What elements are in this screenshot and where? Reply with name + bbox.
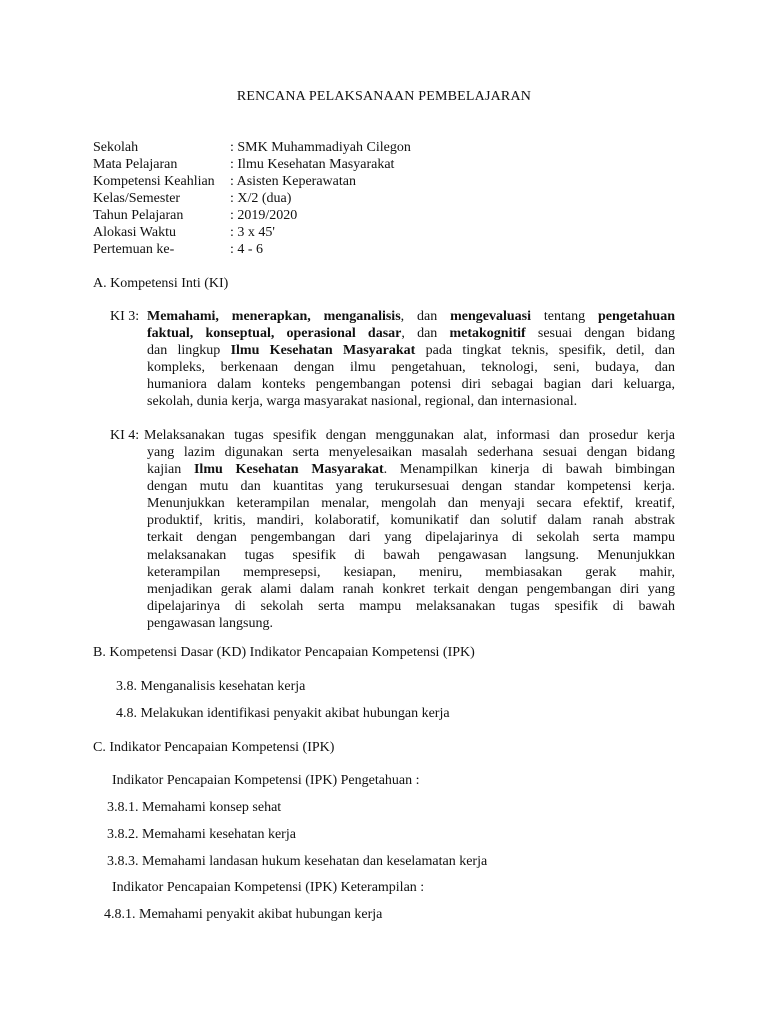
paragraph-line: [147, 547, 675, 564]
kd-item: 4.8. Melakukan identifikasi penyakit akibat hubungan kerja: [116, 706, 450, 721]
paragraph-line: [147, 581, 675, 598]
identity-label: Mata Pelajaran: [93, 157, 178, 172]
ki4-paragraph: [147, 444, 675, 632]
identity-value: : SMK Muhammadiyah Cilegon: [230, 140, 411, 155]
identity-value: : Ilmu Kesehatan Masyarakat: [230, 157, 395, 172]
bold-text: Ilmu Kesehatan Masyarakat: [230, 343, 416, 359]
paragraph-line: [147, 512, 675, 529]
paragraph-line: [147, 461, 675, 478]
bold-text: metakognitif: [449, 326, 526, 342]
text-run: humaniora dalam konteks pengembangan potensi diri sebagai bagian dari keluarga,: [147, 377, 675, 393]
paragraph-line: [147, 495, 675, 512]
identity-value: : 4 - 6: [230, 242, 264, 257]
identity-label: Kompetensi Keahlian: [93, 174, 215, 189]
text-run: kajian: [147, 462, 194, 478]
kd-item: 3.8. Menganalisis kesehatan kerja: [116, 679, 306, 694]
text-run: dan lingkup: [147, 343, 231, 359]
ipk-skill-heading: Indikator Pencapaian Kompetensi (IPK) Keterampilan :: [112, 880, 425, 895]
identity-value: : 3 x 45': [230, 225, 275, 240]
text-run: dengan mutu dan kuantitas yang terukursesuai dengan standar kompetensi kerja.: [147, 479, 675, 495]
paragraph-line: [147, 564, 675, 581]
bold-text: Memahami, menerapkan, menganalisis: [147, 309, 401, 324]
paragraph-line: [147, 598, 675, 615]
paragraph-line: [147, 359, 675, 376]
text-run: tentang: [531, 309, 598, 324]
text-run: terkait dengan pengembangan dari yang dipelajarinya di sekolah serta mampu: [147, 530, 675, 546]
bold-text: pengetahuan: [597, 309, 675, 324]
bold-text: faktual, konseptual, operasional dasar: [147, 326, 402, 342]
identity-label: Sekolah: [93, 140, 139, 155]
text-run: keterampilan mempresepsi, kesiapan, meniru, membiasakan gerak mahir,: [147, 564, 675, 580]
ki4-first-line: [144, 427, 675, 444]
text-run: menjadikan gerak alami dalam ranah konkret terkait dengan pengembangan diri yang: [147, 581, 675, 597]
paragraph-line: [147, 308, 675, 325]
identity-value: : Asisten Keperawatan: [230, 174, 356, 189]
text-run: . Menampilkan kinerja di bawah bimbingan: [383, 462, 675, 478]
identity-value: : 2019/2020: [230, 208, 298, 223]
bold-text: mengevaluasi: [450, 309, 531, 324]
section-c-heading: C. Indikator Pencapaian Kompetensi (IPK): [93, 740, 335, 755]
paragraph-line: [147, 529, 675, 546]
paragraph-line: [147, 615, 675, 632]
paragraph-line: [147, 444, 675, 461]
text-run: , dan: [401, 326, 450, 342]
text-run: melaksanakan tugas spesifik di bawah pengawasan langsung. Menunjukkan: [147, 547, 675, 563]
identity-value: : X/2 (dua): [230, 191, 292, 206]
text-run: sesuai dengan bidang: [525, 326, 676, 342]
paragraph-line: [147, 376, 675, 393]
paragraph-line: [147, 342, 675, 359]
paragraph-line: [147, 393, 675, 410]
ipk-knowledge-heading: Indikator Pencapaian Kompetensi (IPK) Pengetahuan :: [112, 773, 420, 788]
text-run: produktif, kritis, mandiri, kolaboratif, komunikatif dan solutif dalam ranah abstrak: [147, 513, 675, 529]
ipk-skill-item: 4.8.1. Memahami penyakit akibat hubungan kerja: [104, 907, 383, 922]
paragraph-line: [144, 427, 675, 444]
paragraph-line: [147, 478, 675, 495]
bold-text: Ilmu Kesehatan Masyarakat: [193, 462, 384, 478]
text-run: , dan: [400, 309, 451, 324]
section-b-heading: B. Kompetensi Dasar (KD) Indikator Pencapaian Kompetensi (IPK): [93, 645, 475, 660]
identity-label: Pertemuan ke-: [93, 242, 175, 257]
identity-label: Kelas/Semester: [93, 191, 181, 206]
text-run: yang lazim digunakan serta menyelesaikan masalah sederhana sesuai dengan bidang: [147, 445, 675, 460]
ki4-tag: KI 4:: [110, 428, 140, 443]
paragraph-line: [147, 325, 675, 342]
document-title: RENCANA PELAKSANAAN PEMBELAJARAN: [236, 89, 532, 104]
ki3-tag: KI 3:: [110, 309, 140, 324]
ipk-knowledge-item: 3.8.3. Memahami landasan hukum kesehatan dan keselamatan kerja: [107, 854, 488, 869]
identity-label: Alokasi Waktu: [93, 225, 176, 240]
text-run: pada tingkat teknis, spesifik, detil, dan: [415, 343, 675, 359]
text-run: sekolah, dunia kerja, warga masyarakat nasional, regional, dan internasional.: [147, 394, 578, 410]
section-a-heading: A. Kompetensi Inti (KI): [93, 276, 229, 291]
text-run: kompleks, berkenaan dengan ilmu pengetahuan, teknologi, seni, budaya, dan: [147, 360, 675, 376]
identity-label: Tahun Pelajaran: [93, 208, 184, 223]
text-run: pengawasan langsung.: [147, 615, 273, 631]
text-run: dipelajarinya di sekolah serta mampu melaksanakan tugas spesifik di bawah: [147, 598, 675, 614]
ki3-paragraph: [147, 308, 675, 411]
text-run: Menunjukkan keterampilan menalar, mengolah dan menyaji secara efektif, kreatif,: [147, 496, 675, 512]
text-run: Melaksanakan tugas spesifik dengan menggunakan alat, informasi dan prosedur kerja: [144, 428, 675, 443]
ipk-knowledge-item: 3.8.1. Memahami konsep sehat: [107, 800, 282, 815]
ipk-knowledge-item: 3.8.2. Memahami kesehatan kerja: [107, 827, 296, 842]
